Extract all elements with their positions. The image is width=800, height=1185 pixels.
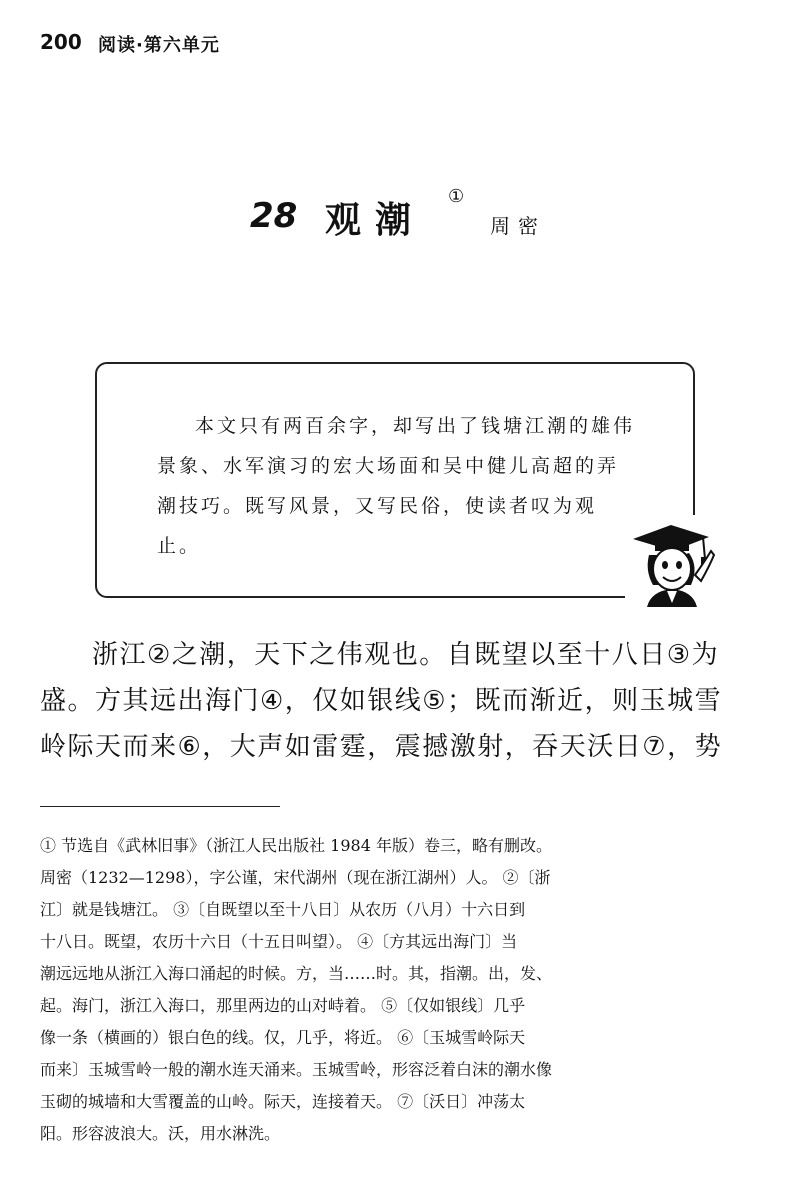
main-text <box>40 632 765 770</box>
author-name: 周密 <box>490 214 546 238</box>
intro-text: 本文只有两百余字，却写出了钱塘江潮的雄伟景象、水军演习的宏大场面和吴中健儿高超的弄潮技巧。既写风景，又写民俗，使读者叹为观止。 <box>157 415 636 557</box>
main-text-line-1: 浙江②之潮，天下之伟观也。自既望以至十八日③为 <box>92 640 720 670</box>
lesson-title: 观潮 <box>325 200 426 241</box>
footnote-line: 起。海门，浙江入海口，那里两边的山对峙着。 ⑤〔仅如银线〕几乎 <box>40 996 526 1015</box>
main-text-line-3: 岭际天而来⑥，大声如雷霆，震撼激射，吞天沃日⑦，势 <box>40 732 723 762</box>
footnote-line: 而来〕玉城雪岭一般的潮水连天涌来。玉城雪岭，形容泛着白沫的潮水像 <box>40 1060 553 1079</box>
page-number: 200 <box>40 30 82 54</box>
footnote-divider <box>40 806 280 807</box>
footnote-line: 十八日。既望，农历十六日（十五日叫望）。 ④〔方其远出海门〕当 <box>40 932 518 951</box>
footnote-line: 江〕就是钱塘江。 ③〔自既望以至十八日〕从农历（八月）十六日到 <box>40 900 526 919</box>
lesson-number: 28 <box>250 196 298 236</box>
section-title: 阅读·第六单元 <box>98 35 220 56</box>
title-footnote-mark: ① <box>448 186 465 207</box>
footnotes <box>40 830 770 1150</box>
mascot-drawing <box>625 515 715 607</box>
main-text-line-2: 盛。方其远出海门④，仅如银线⑤；既而渐近，则玉城雪 <box>40 686 723 716</box>
footnote-line: 阳。形容波浪大。沃，用水淋洗。 <box>40 1124 281 1143</box>
student-graduation-cap-icon <box>625 515 715 607</box>
footnote-line: 玉砌的城墙和大雪覆盖的山岭。际天，连接着天。 ⑦〔沃日〕冲荡太 <box>40 1092 526 1111</box>
footnote-line: 潮远远地从浙江入海口涌起的时候。方，当……时。其，指潮。出，发、 <box>40 964 553 983</box>
footnote-line: ① 节选自《武林旧事》（浙江人民出版社 1984 年版）卷三，略有删改。 <box>40 836 552 855</box>
footnote-line: 周密（1232—1298），字公谨，宋代湖州（现在浙江湖州）人。 ②〔浙 <box>40 868 551 887</box>
footnote-line: 像一条（横画的）银白色的线。仅，几乎，将近。 ⑥〔玉城雪岭际天 <box>40 1028 526 1047</box>
intro-box <box>95 362 695 598</box>
